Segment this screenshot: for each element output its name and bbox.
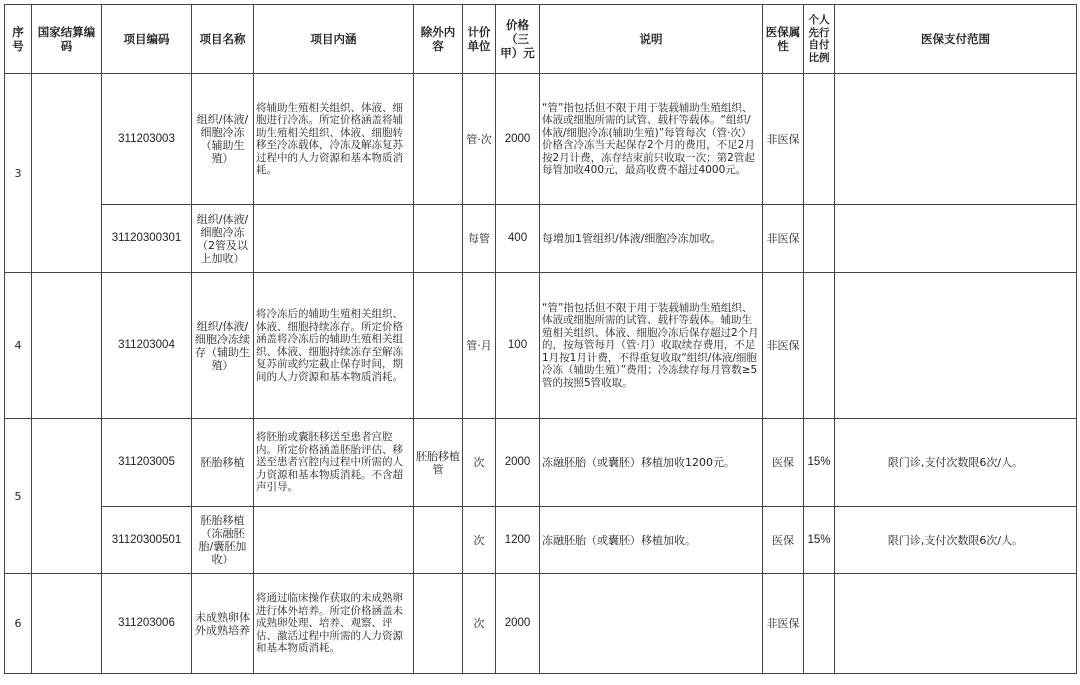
header-price: 价格（三甲）元 xyxy=(496,5,540,74)
price-cell: 2000 xyxy=(496,74,540,205)
self-pay-ratio-cell: 15% xyxy=(804,419,835,507)
self-pay-ratio-cell xyxy=(804,205,835,273)
self-pay-ratio-cell xyxy=(804,574,835,674)
excluded-cell xyxy=(414,273,463,419)
table-row xyxy=(5,574,1077,674)
item-code-cell: 311203004 xyxy=(102,273,192,419)
header-self-pay-ratio: 个人先行自付比例 xyxy=(804,5,835,74)
insurance-attr-cell: 非医保 xyxy=(763,205,804,273)
item-code-cell: 311203006 xyxy=(102,574,192,674)
seq-cell: 3 xyxy=(5,74,32,273)
note-cell: 每增加1管组织/体液/细胞冷冻加收。 xyxy=(540,205,763,273)
header-scope: 医保支付范围 xyxy=(835,5,1077,74)
table-row xyxy=(5,419,1077,507)
header-content: 项目内涵 xyxy=(254,5,414,74)
national-code-cell xyxy=(32,419,102,574)
excluded-cell xyxy=(414,74,463,205)
header-item-code: 项目编码 xyxy=(102,5,192,74)
unit-cell: 次 xyxy=(463,507,496,574)
insurance-attr-cell: 非医保 xyxy=(763,273,804,419)
item-code-cell: 31120300501 xyxy=(102,507,192,574)
scope-cell: 限门诊,支付次数限6次/人。 xyxy=(835,419,1077,507)
unit-cell: 次 xyxy=(463,574,496,674)
insurance-attr-cell: 医保 xyxy=(763,507,804,574)
scope-cell: 限门诊,支付次数限6次/人。 xyxy=(835,507,1077,574)
table-row xyxy=(5,273,1077,419)
self-pay-ratio-cell: 15% xyxy=(804,507,835,574)
item-name-cell: 组织/体液/细胞冷冻（2管及以上加收） xyxy=(192,205,254,273)
header-note: 说明 xyxy=(540,5,763,74)
unit-cell: 管·月 xyxy=(463,273,496,419)
note-cell: 冻融胚胎（或囊胚）移植加收1200元。 xyxy=(540,419,763,507)
note-cell xyxy=(540,574,763,674)
price-cell: 2000 xyxy=(496,574,540,674)
table-row xyxy=(5,507,1077,574)
national-code-cell xyxy=(32,273,102,419)
content-cell: 将冷冻后的辅助生殖相关组织、体液、细胞持续冻存。所定价格涵盖将冷冻后的辅助生殖相关组织、体液、细胞持续冻存至解冻复苏前或约定截止保存时间，期间的人力资源和基本物质消耗。 xyxy=(254,273,414,419)
header-excluded: 除外内容 xyxy=(414,5,463,74)
content-cell: 将辅助生殖相关组织、体液、细胞进行冷冻。所定价格涵盖将辅助生殖相关组织、体液、细胞转移至冷冻载体，冷冻及解冻复苏过程中的人力资源和基本物质消耗。 xyxy=(254,74,414,205)
scope-cell xyxy=(835,74,1077,205)
header-insurance-attr: 医保属性 xyxy=(763,5,804,74)
excluded-cell xyxy=(414,507,463,574)
price-cell: 400 xyxy=(496,205,540,273)
header-national-code: 国家结算编码 xyxy=(32,5,102,74)
insurance-attr-cell: 非医保 xyxy=(763,574,804,674)
table-row xyxy=(5,205,1077,273)
note-cell: 冻融胚胎（或囊胚）移植加收。 xyxy=(540,507,763,574)
price-cell: 1200 xyxy=(496,507,540,574)
header-item-name: 项目名称 xyxy=(192,5,254,74)
item-name-cell: 组织/体液/细胞冷冻续存（辅助生殖） xyxy=(192,273,254,419)
seq-cell: 4 xyxy=(5,273,32,419)
item-code-cell: 31120300301 xyxy=(102,205,192,273)
excluded-cell xyxy=(414,574,463,674)
table-row xyxy=(5,74,1077,205)
content-cell: 将胚胎或囊胚移送至患者宫腔内。所定价格涵盖胚胎评估、移送至患者宫腔内过程中所需的人力资源和基本物质消耗。不含超声引导。 xyxy=(254,419,414,507)
unit-cell: 每管 xyxy=(463,205,496,273)
content-cell xyxy=(254,205,414,273)
price-cell: 2000 xyxy=(496,419,540,507)
header-unit: 计价单位 xyxy=(463,5,496,74)
item-code-cell: 311203005 xyxy=(102,419,192,507)
item-name-cell: 未成熟卵体外成熟培养 xyxy=(192,574,254,674)
unit-cell: 次 xyxy=(463,419,496,507)
seq-cell: 6 xyxy=(5,574,32,674)
note-cell: “管”指包括但不限于用于装载辅助生殖组织、体液或细胞所需的试管、载杆等载体。“组织/体液/细胞冷冻(辅助生殖)”每管每次（管·次）价格含冷冻当天起保存2个月的费用，不足2月按2月计费，冻存结束前只收取一次；第2管起每管加收400元，最高收费不超过4000元。 xyxy=(540,74,763,205)
insurance-attr-cell: 非医保 xyxy=(763,74,804,205)
excluded-cell: 胚胎移植管 xyxy=(414,419,463,507)
item-name-cell: 胚胎移植 xyxy=(192,419,254,507)
item-name-cell: 胚胎移植（冻融胚胎/囊胚加收） xyxy=(192,507,254,574)
item-code-cell: 311203003 xyxy=(102,74,192,205)
self-pay-ratio-cell xyxy=(804,273,835,419)
item-name-cell: 组织/体液/细胞冷冻（辅助生殖） xyxy=(192,74,254,205)
content-cell: 将通过临床操作获取的未成熟卵进行体外培养。所定价格涵盖未成熟卵处理、培养、观察、评估、激活过程中所需的人力资源和基本物质消耗。 xyxy=(254,574,414,674)
pricing-table xyxy=(4,4,1077,674)
header-row xyxy=(5,5,1077,74)
header-seq: 序号 xyxy=(5,5,32,74)
scope-cell xyxy=(835,205,1077,273)
content-cell xyxy=(254,507,414,574)
unit-cell: 管·次 xyxy=(463,74,496,205)
seq-cell: 5 xyxy=(5,419,32,574)
scope-cell xyxy=(835,273,1077,419)
price-cell: 100 xyxy=(496,273,540,419)
scope-cell xyxy=(835,574,1077,674)
note-cell: “管”指包括但不限于用于装载辅助生殖组织、体液或细胞所需的试管、载杆等载体。辅助生殖相关组织、体液、细胞冷冻后保存超过2个月的，按每管每月（管·月）收取续存费用，不足1月按1月计费，不得重复收取“组织/体液/细胞冷冻（辅助生殖）”费用；冷冻续存每月管数≥5管的按照5管收取。 xyxy=(540,273,763,419)
insurance-attr-cell: 医保 xyxy=(763,419,804,507)
national-code-cell xyxy=(32,574,102,674)
national-code-cell xyxy=(32,74,102,273)
excluded-cell xyxy=(414,205,463,273)
self-pay-ratio-cell xyxy=(804,74,835,205)
